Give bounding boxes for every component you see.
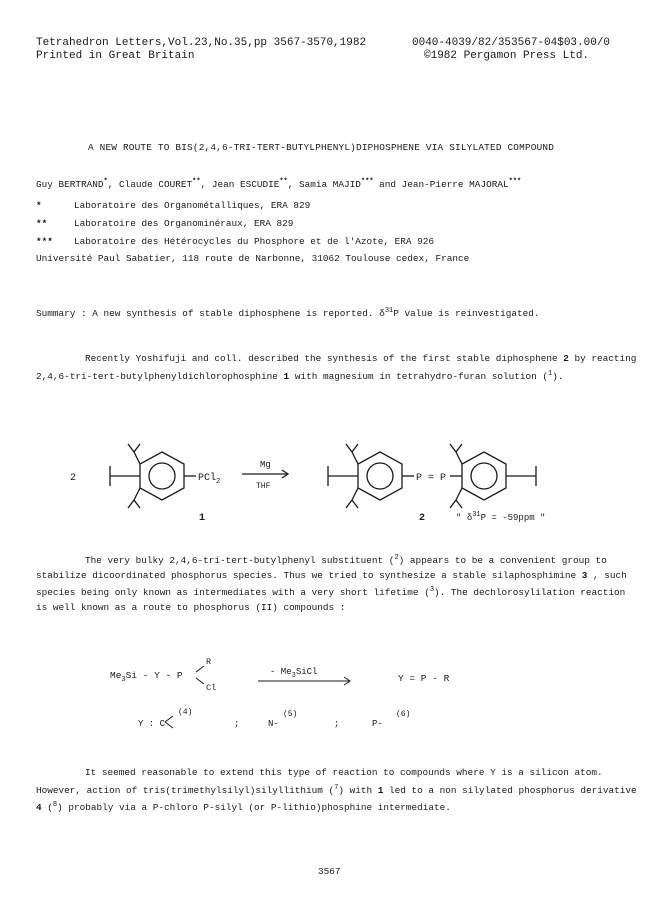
reference-mark: (5): [283, 710, 298, 719]
compound-label: 2: [419, 513, 426, 524]
svg-text:;: ;: [234, 719, 240, 729]
paper-title: A NEW ROUTE TO BIS(2,4,6-TRI-TERT-BUTYLPHENYL)DIPHOSPHENE VIA SILYLATED COMPOUND: [88, 142, 555, 153]
compound-label: 1: [283, 370, 290, 382]
compound-label: 1: [377, 784, 384, 796]
author-name: Jean ESCUDIE: [211, 179, 280, 191]
chloride: Cl: [206, 683, 217, 693]
solvent-label: THF: [256, 482, 271, 491]
author-mark: ***: [360, 178, 374, 186]
author-name: and Jean-Pierre MAJORAL: [379, 179, 509, 191]
reference-mark: (4): [178, 708, 193, 717]
paragraph-3: It seemed reasonable to extend this type of reaction to compounds where Y is a silicon atom. However, action of tris(trimethylsilyl)silyllithium ($^7$) with 1 led to a non silylated phosphorus derivative 4 ($^8$) probably via a P-chloro P-silyl (or P-lithio)phosphine intermediate.: [36, 767, 637, 814]
affiliation-1: * Laboratoire des Organométalliques, ERA 829: [36, 200, 311, 211]
benzene-ring: [462, 452, 506, 500]
benzene-ring: [140, 452, 184, 500]
compound-label: 2: [563, 353, 569, 364]
elimination-label: - $Me_3SiCl$: [270, 667, 318, 680]
author-mark: **: [192, 178, 201, 186]
nmr-shift: " $\delta^{31}P = -59ppm$ ": [456, 511, 546, 523]
university-address: Université Paul Sabatier, 118 route de Narbonne, 31062 Toulouse cedex, France: [36, 253, 470, 264]
reference-mark: 3: [429, 586, 435, 595]
reaction-scheme-1: [70, 418, 630, 530]
compound-label: 1: [199, 513, 206, 524]
author-mark: *: [103, 178, 108, 186]
stoichiometry-coefficient: 2: [70, 473, 77, 484]
reference-mark: (6): [396, 710, 411, 719]
page-number: 3567: [318, 866, 341, 877]
author-mark: **: [279, 178, 288, 186]
author-list: Guy BERTRAND*, Claude COURET**, Jean ESCUDIE**, Samia MAJID*** and Jean-Pierre MAJORAL***: [36, 178, 522, 191]
affiliation-2: ** Laboratoire des Organominéraux, ERA 829: [36, 218, 294, 229]
diphosphene-bond: P = P: [416, 473, 447, 484]
reference-mark: 8: [52, 801, 58, 810]
affiliation-mark: **: [36, 218, 48, 229]
reagent-label: Mg: [260, 460, 271, 470]
affiliation-mark: ***: [36, 236, 53, 247]
silyl-reactant: $Me_3Si$ - Y - P: [110, 670, 183, 684]
reference-mark: 7: [334, 783, 339, 792]
reference-mark: 1: [547, 369, 553, 378]
affiliation-mark: *: [36, 200, 42, 211]
issn-code: 0040-4039/82/353567-04$03.00/0: [412, 37, 611, 49]
reference-mark: 2: [394, 554, 399, 562]
copyright: ©1982 Pergamon Press Ltd.: [424, 50, 590, 62]
compound-label: 4: [36, 802, 42, 814]
paragraph-2: The very bulky 2,4,6-tri-tert-butylphenyl substituent ($^2$) appears to be a convenient group to stabilize dicoordinated phosphorus species. Thus we tried to synthesize a stable silaphosphimine 3 , such species being only known as intermediates with a very short lifetime ($^3$). The dechlorosylilation reaction is well known as a route to phosphorus (II) compounds :: [36, 554, 627, 614]
author-name: Claude COURET: [119, 179, 193, 191]
journal-citation: Tetrahedron Letters,Vol.23,No.35,pp 3567-3570,1982: [36, 37, 367, 49]
aromatic-circle: [149, 463, 175, 489]
y-nitrogen: N-: [268, 719, 279, 729]
printed-in: Printed in Great Britain: [36, 50, 195, 62]
author-mark: ***: [508, 178, 522, 186]
author-name: Guy BERTRAND: [36, 179, 104, 191]
svg-text:;: ;: [334, 719, 340, 729]
paragraph-1: Recently Yoshifuji and coll. described the synthesis of the first stable diphosphene 2 by reacting 2,4,6-tri-tert-butylphenyldichlorophosphine 1 with magnesium in tetrahydro-furan solution ($^1$).: [36, 353, 637, 382]
pcl2-group: PCl$_2$: [198, 473, 221, 486]
author-name: Samia MAJID: [299, 179, 361, 191]
reaction-scheme-2: [100, 650, 520, 732]
product-formula: Y = P - R: [398, 673, 450, 684]
substituent-r: R: [206, 657, 212, 667]
y-definition: Y : C: [138, 719, 166, 729]
y-phosphorus: P-: [372, 719, 383, 729]
summary: Summary : A new synthesis of stable diphosphene is reported. $\delta^{31}P$ value is reinvestigated.: [36, 307, 540, 320]
benzene-ring: [358, 452, 402, 500]
compound-label: 3: [581, 569, 588, 581]
affiliation-3: *** Laboratoire des Hétérocycles du Phosphore et de l'Azote, ERA 926: [36, 236, 435, 247]
